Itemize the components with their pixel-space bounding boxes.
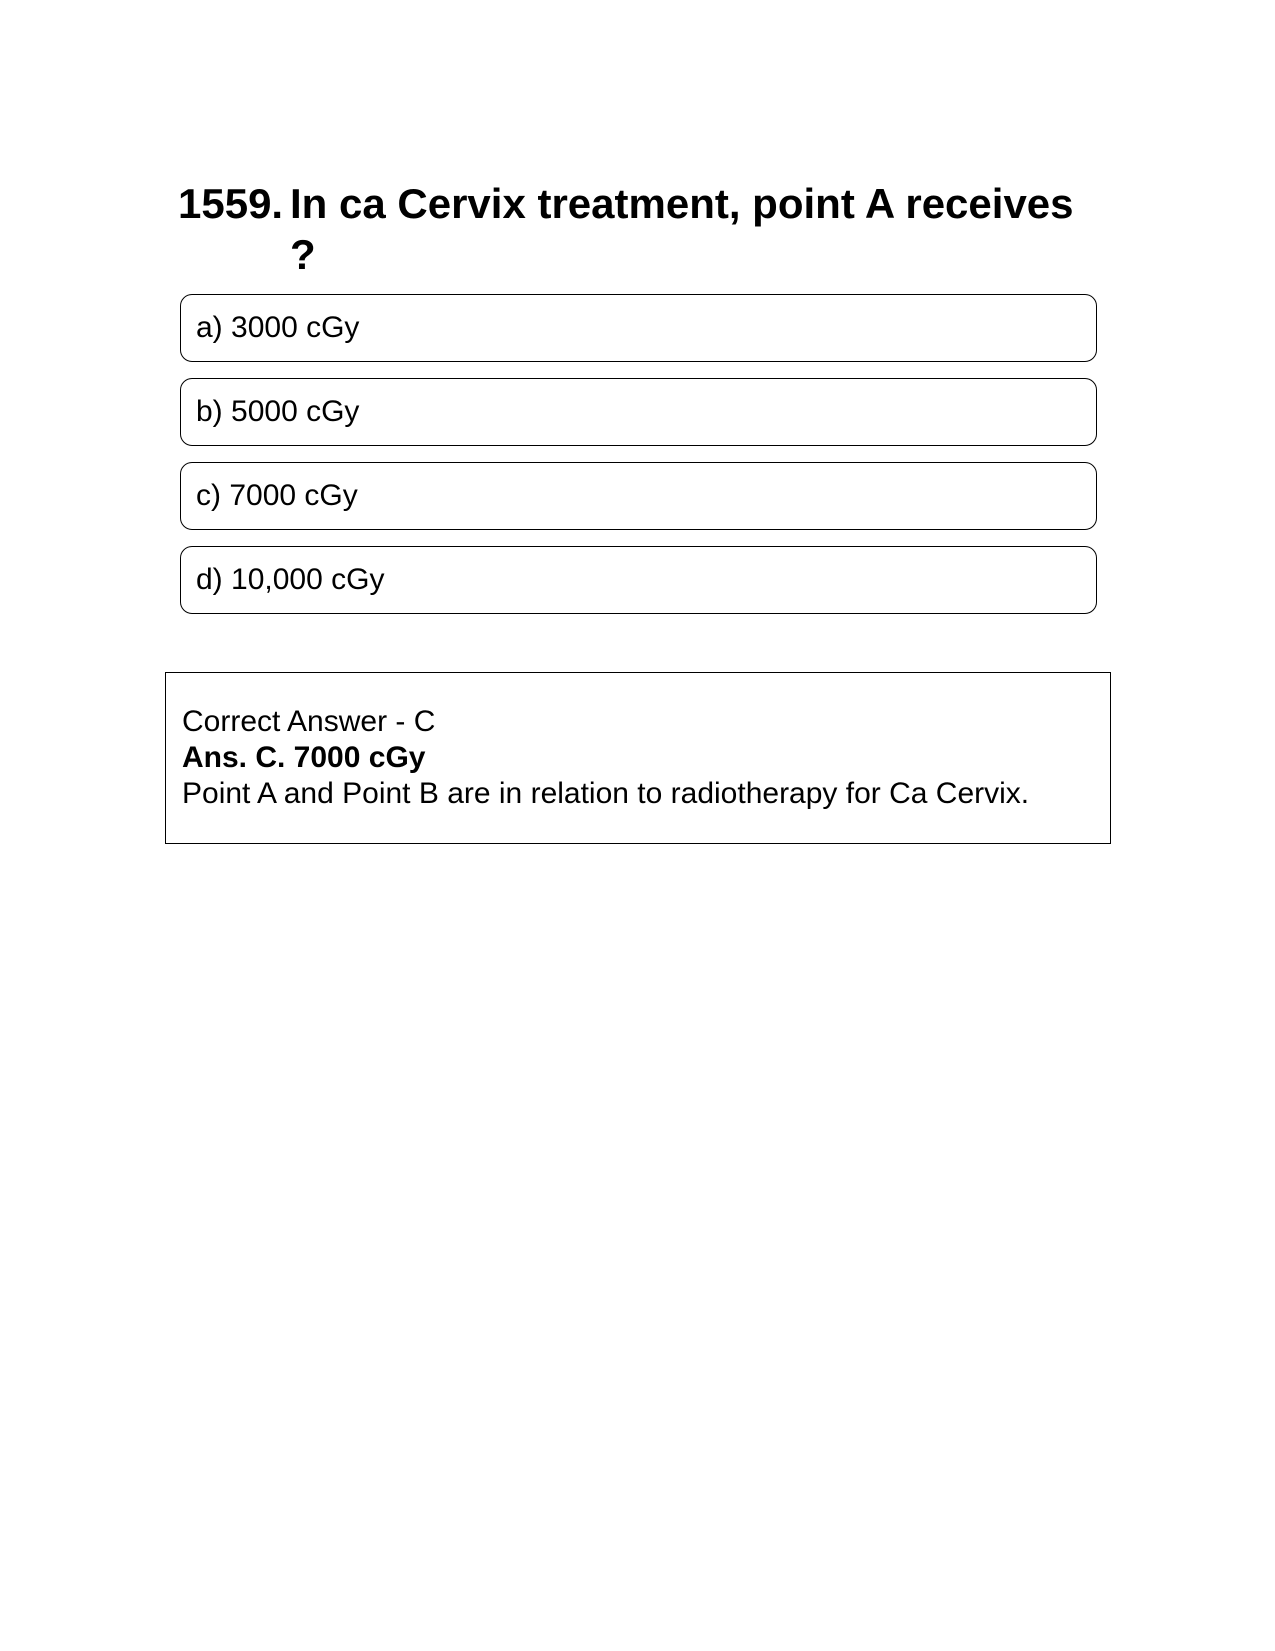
explanation-text: Point A and Point B are in relation to radiotherapy for Ca Cervix. (182, 777, 1030, 810)
option-b[interactable] (180, 378, 1097, 446)
question-text: In ca Cervix treatment, point A receives ? (290, 180, 1074, 278)
options-list (180, 294, 1097, 630)
answer-line: Ans. C. 7000 cGy (182, 741, 426, 774)
option-b-label: b) 5000 cGy (196, 395, 360, 428)
option-d[interactable] (180, 546, 1097, 614)
option-c-label: c) 7000 cGy (196, 479, 358, 512)
option-d-label: d) 10,000 cGy (196, 563, 385, 596)
option-c[interactable] (180, 462, 1097, 530)
question-heading (178, 178, 1098, 280)
question-number: 1559. (178, 180, 284, 227)
answer-box (165, 672, 1111, 844)
option-a[interactable] (180, 294, 1097, 362)
correct-answer-line: Correct Answer - C (182, 705, 436, 738)
option-a-label: a) 3000 cGy (196, 311, 360, 344)
